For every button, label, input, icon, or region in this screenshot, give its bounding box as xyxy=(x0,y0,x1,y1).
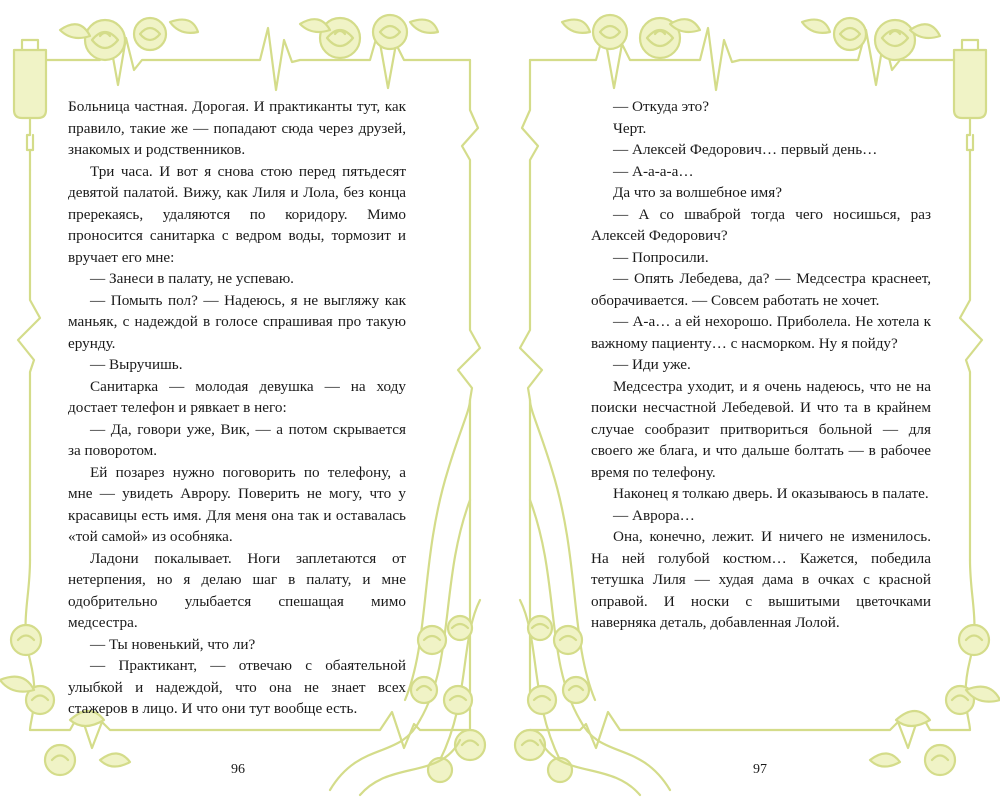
paragraph: — Попросили. xyxy=(613,248,709,266)
paragraph: — Практикант, — отвечаю с обаятельной улыбкой и надеждой, что она не знает всех стажеров в лицо. И что они тут вообще есть. xyxy=(68,657,406,717)
paragraph: Она, конечно, лежит. И ничего не изменилось. На ней голубой костюм… Кажется, победила тетушка Лиля — худая дама в очках с красной оправой. И носки с вышитыми цветочками наверняка деталь, добавленная Лолой. xyxy=(591,528,931,631)
paragraph: — Ты новенький, что ли? xyxy=(90,635,256,653)
paragraph: — Да, говори уже, Вик, — а потом скрывается за поворотом. xyxy=(68,420,406,459)
paragraph: — Занеси в палату, не успеваю. xyxy=(90,270,294,287)
paragraph: — А со шваброй тогда чего носишься, раз Алексей Федорович? xyxy=(591,205,931,244)
paragraph: Наконец я толкаю дверь. И оказываюсь в палате. xyxy=(613,485,929,502)
paragraph: Черт. xyxy=(613,119,647,137)
paragraph: Санитарка — молодая девушка — на ходу достает телефон и рявкает в него: xyxy=(68,377,406,416)
paragraph: — Опять Лебедева, да? — Медсестра краснеет, оборачивается. — Совсем работать не хочет. xyxy=(591,270,931,309)
paragraph: — Аврора… xyxy=(613,506,695,524)
paragraph: — Иди уже. xyxy=(613,356,691,373)
paragraph: — Помыть пол? — Надеюсь, я не выгляжу как маньяк, с надеждой в голосе спрашивая про такую ерунду. xyxy=(68,291,406,352)
page-number: 96 xyxy=(231,762,245,777)
paragraph: — А-а… а ей нехорошо. Приболела. Не хотела к важному пациенту… с насморком. Ну я пойду? xyxy=(591,313,931,352)
right-page xyxy=(500,0,1000,798)
paragraph: — Откуда это? xyxy=(613,98,709,115)
page-number: 97 xyxy=(753,762,767,777)
paragraph: Да что за волшебное имя? xyxy=(613,184,783,201)
paragraph: — А-а-а-а… xyxy=(613,162,694,180)
left-page-text xyxy=(68,96,406,720)
paragraph: Три часа. И вот я снова стою перед пятьдесят девятой палатой. Вижу, как Лиля и Лола, без конца пререкаясь, удаляются по коридору. Мимо проносится санитарка с ведром воды, тормозит и вручает его мне: xyxy=(68,162,406,266)
paragraph: Ей позарез нужно поговорить по телефону, а мне — увидеть Аврору. Поверить не могу, что у красавицы есть имя. Для меня она так и оставалась «той самой» из особняка. xyxy=(68,463,406,545)
right-page-text xyxy=(591,96,931,634)
paragraph: Медсестра уходит, и я очень надеюсь, что не на поиски несчастной Лебедевой. И что та в крайнем случае сообразит притвориться больной — для своего же блага, и что дальше болтать — в рабочее время по телефону. xyxy=(591,377,931,481)
paragraph: Больница частная. Дорогая. И практиканты тут, как правило, такие же — попадают сюда через друзей, знакомых и родственников. xyxy=(68,98,406,158)
paragraph: — Алексей Федорович… первый день… xyxy=(613,141,878,158)
paragraph: — Выручишь. xyxy=(90,356,183,373)
paragraph: Ладони покалывает. Ноги заплетаются от нетерпения, но я делаю шаг в палату, и мне одобрительно улыбается спешащая мимо медсестра. xyxy=(68,549,406,631)
